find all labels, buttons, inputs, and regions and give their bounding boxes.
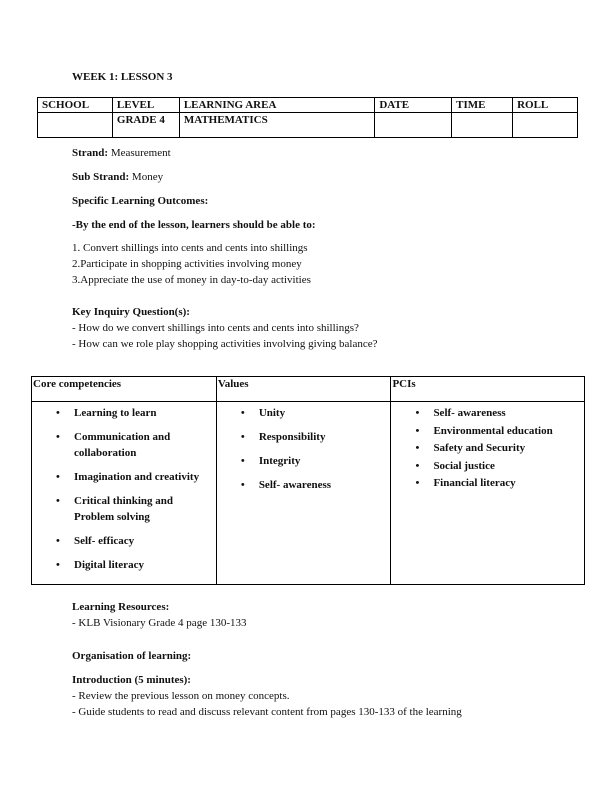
organisation-heading: Organisation of learning: bbox=[72, 650, 192, 662]
list-item: • Safety and Security bbox=[391, 440, 584, 457]
list-item: • Financial literacy bbox=[391, 475, 584, 492]
strand-value: Measurement bbox=[108, 147, 171, 159]
competency-table bbox=[31, 376, 585, 585]
list-item: • Unity bbox=[217, 405, 391, 421]
pcis-list bbox=[391, 405, 584, 492]
list-item: • Learning to learn bbox=[32, 405, 216, 421]
cell-roll bbox=[513, 113, 578, 138]
core-competencies-list bbox=[32, 405, 216, 573]
cell-level: GRADE 4 bbox=[112, 113, 179, 138]
strand-label: Strand: bbox=[72, 147, 109, 159]
list-item: • Social justice bbox=[391, 458, 584, 475]
cell-school bbox=[38, 113, 113, 138]
header-date: DATE bbox=[375, 98, 452, 113]
outcome-item: 1. Convert shillings into cents and cents into shillings bbox=[72, 242, 308, 254]
inquiry-heading: Key Inquiry Question(s): bbox=[72, 306, 190, 318]
list-item: • Responsibility bbox=[217, 429, 391, 445]
lesson-title: WEEK 1: LESSON 3 bbox=[72, 71, 173, 83]
list-item: • Self- awareness bbox=[217, 477, 391, 493]
list-item: • Critical thinking and Problem solving bbox=[32, 493, 184, 525]
sub-strand-label: Sub Strand: bbox=[72, 171, 130, 183]
list-item: • Imagination and creativity bbox=[32, 469, 216, 485]
list-item: • Integrity bbox=[217, 453, 391, 469]
introduction-item: - Review the previous lesson on money concepts. bbox=[72, 690, 290, 702]
sub-strand-value: Money bbox=[129, 171, 164, 183]
introduction-item: - Guide students to read and discuss relevant content from pages 130-133 of the learning bbox=[72, 706, 462, 718]
sub-strand bbox=[72, 171, 163, 184]
header-time: TIME bbox=[452, 98, 513, 113]
header-roll: ROLL bbox=[513, 98, 578, 113]
inquiry-item: - How can we role play shopping activities involving giving balance? bbox=[72, 338, 378, 350]
resources-heading: Learning Resources: bbox=[72, 601, 170, 613]
lesson-header-table bbox=[37, 97, 578, 138]
list-item: • Communication and collaboration bbox=[32, 429, 184, 461]
header-values: Values bbox=[216, 377, 391, 402]
strand bbox=[72, 147, 171, 160]
resource-item: - KLB Visionary Grade 4 page 130-133 bbox=[72, 617, 247, 629]
outcomes-intro: -By the end of the lesson, learners should be able to: bbox=[72, 219, 316, 231]
cell-date bbox=[375, 113, 452, 138]
list-item: • Self- awareness bbox=[391, 405, 584, 422]
inquiry-item: - How do we convert shillings into cents and cents into shillings? bbox=[72, 322, 359, 334]
outcome-item: 2.Participate in shopping activities involving money bbox=[72, 258, 302, 270]
introduction-heading: Introduction (5 minutes): bbox=[72, 674, 191, 686]
header-level: LEVEL bbox=[112, 98, 179, 113]
header-learning-area: LEARNING AREA bbox=[179, 98, 375, 113]
outcome-item: 3.Appreciate the use of money in day-to-day activities bbox=[72, 274, 311, 286]
cell-learning-area: MATHEMATICS bbox=[179, 113, 375, 138]
list-item: • Digital literacy bbox=[32, 557, 216, 573]
header-pcis: PCIs bbox=[391, 377, 585, 402]
list-item: • Environmental education bbox=[391, 423, 584, 440]
cell-time bbox=[452, 113, 513, 138]
values-list bbox=[217, 405, 391, 493]
header-core-competencies: Core competencies bbox=[32, 377, 217, 402]
list-item: • Self- efficacy bbox=[32, 533, 216, 549]
header-school: SCHOOL bbox=[38, 98, 113, 113]
outcomes-heading: Specific Learning Outcomes: bbox=[72, 195, 209, 207]
